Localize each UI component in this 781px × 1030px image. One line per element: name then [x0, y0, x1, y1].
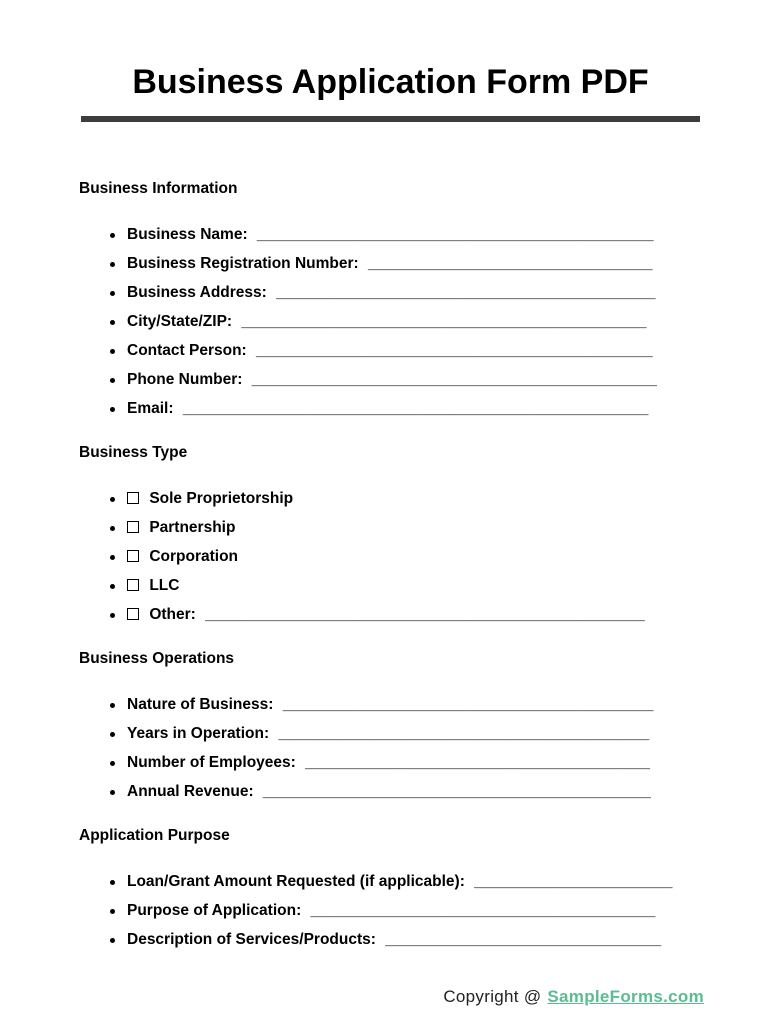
- checkbox-icon[interactable]: [127, 579, 139, 591]
- field-business-name: [79, 220, 701, 249]
- type-llc: [79, 571, 701, 600]
- section-application-purpose: [79, 826, 701, 954]
- field-blank-line[interactable]: ____________________________________________: [276, 284, 656, 301]
- checkbox-icon[interactable]: [127, 608, 139, 620]
- section-heading-business-information: Business Information: [79, 180, 238, 197]
- bullet-icon: [110, 584, 115, 589]
- section-heading-business-type: Business Type: [79, 444, 188, 461]
- field-blank-line[interactable]: _______________________________________________: [251, 371, 657, 388]
- field-list: [79, 867, 701, 954]
- bullet-icon: [110, 378, 115, 383]
- bullet-icon: [110, 497, 115, 502]
- checkbox-list: [79, 484, 701, 629]
- bullet-icon: [110, 233, 115, 238]
- checkbox-icon[interactable]: [127, 550, 139, 562]
- field-blank-line[interactable]: ___________________________________________: [282, 696, 654, 713]
- bullet-icon: [110, 909, 115, 914]
- field-loan-grant-amount: [79, 867, 701, 896]
- field-list: [79, 690, 701, 806]
- bullet-icon: [110, 555, 115, 560]
- field-blank-line[interactable]: ___________________________________________________: [205, 606, 645, 623]
- field-label: Business Address:: [127, 284, 267, 301]
- field-label: Annual Revenue:: [127, 783, 254, 800]
- page-title: Business Application Form PDF: [132, 63, 649, 101]
- bullet-icon: [110, 407, 115, 412]
- field-label: Loan/Grant Amount Requested (if applicable):: [127, 873, 465, 890]
- bullet-icon: [110, 291, 115, 296]
- bullet-icon: [110, 880, 115, 885]
- title-divider: [81, 116, 700, 122]
- field-number-of-employees: [79, 748, 701, 777]
- field-years-in-operation: [79, 719, 701, 748]
- field-list: [79, 220, 701, 423]
- bullet-icon: [110, 761, 115, 766]
- field-label: Business Registration Number:: [127, 255, 359, 272]
- type-other: [79, 600, 701, 629]
- field-blank-line[interactable]: _______________________________________________: [241, 313, 647, 330]
- field-business-registration-number: [79, 249, 701, 278]
- bullet-icon: [110, 703, 115, 708]
- bullet-icon: [110, 262, 115, 267]
- field-blank-line[interactable]: ______________________________________________: [256, 342, 653, 359]
- sampleforms-link[interactable]: SampleForms.com: [547, 987, 704, 1006]
- field-label: Nature of Business:: [127, 696, 274, 713]
- section-business-type: [79, 443, 701, 629]
- field-blank-line[interactable]: ___________________________________________: [278, 725, 650, 742]
- field-purpose-of-application: [79, 896, 701, 925]
- field-nature-of-business: [79, 690, 701, 719]
- field-email: [79, 394, 701, 423]
- field-annual-revenue: [79, 777, 701, 806]
- field-blank-line[interactable]: ______________________________________________: [256, 226, 654, 243]
- field-blank-line[interactable]: _____________________________________________: [262, 783, 651, 800]
- field-label: Contact Person:: [127, 342, 247, 359]
- field-description-of-services-products: [79, 925, 701, 954]
- bullet-icon: [110, 613, 115, 618]
- field-blank-line[interactable]: ______________________________________________________: [182, 400, 649, 417]
- section-heading-business-operations: Business Operations: [79, 650, 235, 667]
- field-phone-number: [79, 365, 701, 394]
- checkbox-label: Corporation: [149, 548, 238, 565]
- field-blank-line[interactable]: _________________________________: [368, 255, 653, 272]
- bullet-icon: [110, 790, 115, 795]
- field-label: Description of Services/Products:: [127, 931, 376, 948]
- field-city-state-zip: [79, 307, 701, 336]
- section-business-information: [79, 179, 701, 423]
- field-label: Purpose of Application:: [127, 902, 302, 919]
- type-partnership: [79, 513, 701, 542]
- checkbox-icon[interactable]: [127, 492, 139, 504]
- type-corporation: [79, 542, 701, 571]
- field-blank-line[interactable]: ________________________________________: [305, 754, 650, 771]
- checkbox-label: Sole Proprietorship: [149, 490, 294, 507]
- form-content: [0, 179, 781, 954]
- field-label: Years in Operation:: [127, 725, 270, 742]
- bullet-icon: [110, 938, 115, 943]
- field-blank-line[interactable]: ________________________________: [385, 931, 662, 948]
- bullet-icon: [110, 526, 115, 531]
- footer: [0, 985, 781, 1009]
- field-label: Business Name:: [127, 226, 248, 243]
- field-business-address: [79, 278, 701, 307]
- checkbox-icon[interactable]: [127, 521, 139, 533]
- checkbox-label: Partnership: [149, 519, 236, 536]
- field-label: Number of Employees:: [127, 754, 296, 771]
- checkbox-label: Other:: [149, 606, 196, 623]
- copyright-text: Copyright @: [443, 987, 542, 1006]
- field-label: Email:: [127, 400, 174, 417]
- field-label: City/State/ZIP:: [127, 313, 233, 330]
- bullet-icon: [110, 320, 115, 325]
- field-contact-person: [79, 336, 701, 365]
- bullet-icon: [110, 732, 115, 737]
- section-heading-application-purpose: Application Purpose: [79, 827, 230, 844]
- type-sole-proprietorship: [79, 484, 701, 513]
- checkbox-label: LLC: [149, 577, 180, 594]
- bullet-icon: [110, 349, 115, 354]
- field-blank-line[interactable]: _______________________: [474, 873, 673, 890]
- section-business-operations: [79, 649, 701, 806]
- field-label: Phone Number:: [127, 371, 243, 388]
- field-blank-line[interactable]: ________________________________________: [310, 902, 656, 919]
